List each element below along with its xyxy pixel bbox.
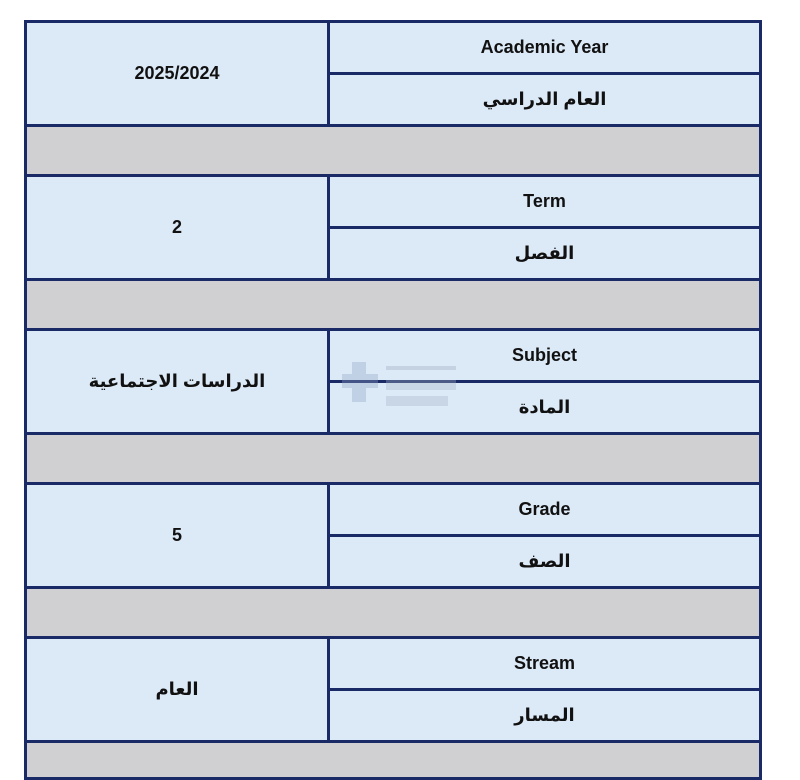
divider-row	[27, 589, 759, 636]
stream-value: العام	[27, 639, 327, 740]
stream-label-en: Stream	[330, 639, 759, 688]
term-value: 2	[27, 177, 327, 278]
row-grade	[27, 485, 759, 586]
stream-label-ar: المسار	[330, 691, 759, 740]
info-table	[24, 20, 762, 780]
academic-year-label-ar: العام الدراسي	[330, 75, 759, 124]
row-term	[27, 177, 759, 278]
subject-labels	[330, 331, 759, 432]
grade-value: 5	[27, 485, 327, 586]
subject-value: الدراسات الاجتماعية	[27, 331, 327, 432]
academic-year-label-en: Academic Year	[330, 23, 759, 72]
subject-label-en: Subject	[330, 331, 759, 380]
stream-labels	[330, 639, 759, 740]
row-academic-year	[27, 23, 759, 124]
term-label-ar: الفصل	[330, 229, 759, 278]
row-subject	[27, 331, 759, 432]
divider-row	[27, 743, 759, 777]
term-label-en: Term	[330, 177, 759, 226]
grade-labels	[330, 485, 759, 586]
grade-label-ar: الصف	[330, 537, 759, 586]
divider-row	[27, 281, 759, 328]
academic-year-value: 2025/2024	[27, 23, 327, 124]
row-stream	[27, 639, 759, 740]
divider-row	[27, 435, 759, 482]
divider-row	[27, 127, 759, 174]
grade-label-en: Grade	[330, 485, 759, 534]
academic-year-labels	[330, 23, 759, 124]
subject-label-ar: المادة	[330, 383, 759, 432]
term-labels	[330, 177, 759, 278]
